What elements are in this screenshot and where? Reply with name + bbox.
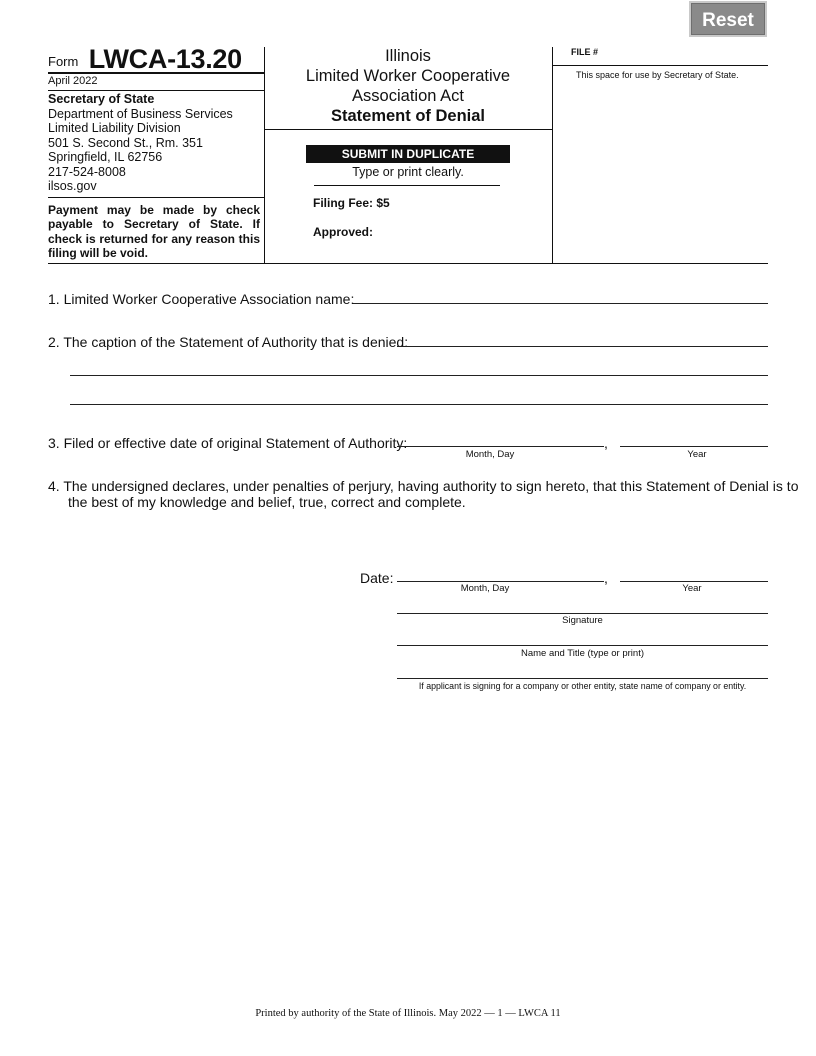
caption-line-2	[70, 375, 768, 376]
item-1-label: 1. Limited Worker Cooperative Association name:	[48, 291, 355, 307]
footer-print-authority: Printed by authority of the State of Illinois. May 2022 — 1 — LWCA 11	[255, 1008, 561, 1019]
reset-button[interactable]: Reset	[689, 1, 767, 37]
address-line: Department of Business Services	[48, 106, 233, 121]
original-year-input[interactable]	[620, 430, 767, 446]
address-line: Springfield, IL 62756	[48, 150, 163, 164]
signature-year-input[interactable]	[620, 565, 767, 581]
type-print-instruction: Type or print clearly.	[352, 165, 464, 179]
form-date: April 2022	[48, 75, 98, 87]
title-line: Association Act	[352, 87, 464, 105]
caption-input-1[interactable]	[397, 330, 767, 346]
payment-note: Payment may be made by check payable to Secretary of State. If check is returned for any reason this filing will be void.	[48, 203, 260, 260]
signature-input[interactable]	[397, 597, 767, 613]
signature-month-day-line	[397, 581, 604, 582]
header-bottom-rule	[48, 263, 768, 264]
original-month-day-input[interactable]	[397, 430, 603, 446]
signature-year-caption: Year	[682, 583, 702, 594]
signature-caption: Signature	[562, 615, 603, 626]
declaration-line-1: 4. The undersigned declares, under penalties of perjury, having authority to sign hereto, that this Statement of Denial is to	[48, 478, 799, 494]
entity-name-line	[397, 678, 768, 679]
instruction-rule	[314, 185, 500, 186]
item-3-label: 3. Filed or effective date of original Statement of Authority:	[48, 435, 408, 451]
year-caption: Year	[687, 449, 707, 460]
original-month-day-line	[397, 446, 604, 447]
filing-fee: Filing Fee: $5	[313, 196, 390, 210]
caption-input-3[interactable]	[70, 388, 767, 404]
declaration-line-2: the best of my knowledge and belief, true, correct and complete.	[68, 494, 466, 510]
signature-date-comma: ,	[604, 570, 608, 586]
signature-year-line	[620, 581, 768, 582]
signature-line	[397, 613, 768, 614]
form-date-rule	[48, 90, 264, 91]
approved-label: Approved:	[313, 225, 373, 239]
address-line: ilsos.gov	[48, 179, 97, 193]
signature-month-day-caption: Month, Day	[460, 583, 510, 594]
file-number-rule	[552, 65, 768, 66]
address-line: 217-524-8008	[48, 164, 126, 179]
header-divider-right	[552, 47, 553, 263]
caption-line-3	[70, 404, 768, 405]
form-prefix: Form	[48, 54, 79, 69]
form-number: LWCA-13.20	[88, 44, 242, 74]
date-comma: ,	[604, 435, 608, 451]
association-name-input[interactable]	[353, 287, 767, 303]
signature-month-day-input[interactable]	[397, 565, 603, 581]
title-line: Limited Worker Cooperative	[305, 67, 511, 85]
entity-name-caption: If applicant is signing for a company or other entity, state name of company or entity.	[418, 681, 747, 691]
association-name-line	[353, 303, 768, 304]
entity-name-input[interactable]	[397, 662, 767, 678]
office-name: Secretary of State	[48, 92, 155, 106]
statement-title: Statement of Denial	[330, 107, 486, 125]
form-id-underline	[48, 72, 264, 74]
caption-input-2[interactable]	[70, 359, 767, 375]
name-title-input[interactable]	[397, 629, 767, 645]
name-title-caption: Name and Title (type or print)	[520, 648, 645, 659]
title-line: Illinois	[385, 47, 431, 65]
address-line: 501 S. Second St., Rm. 351	[48, 135, 203, 150]
item-4-declaration	[48, 478, 799, 510]
month-day-caption: Month, Day	[465, 449, 515, 460]
original-year-line	[620, 446, 768, 447]
caption-line-1	[397, 346, 768, 347]
form-id-block	[48, 44, 264, 75]
address-line: Limited Liability Division	[48, 121, 181, 135]
act-title	[264, 46, 552, 126]
submit-duplicate-banner: SUBMIT IN DUPLICATE	[306, 145, 510, 163]
office-address-block	[48, 92, 264, 194]
sos-use-note: This space for use by Secretary of State.	[576, 70, 739, 80]
title-bottom-rule	[264, 129, 552, 130]
signature-date-label: Date:	[360, 570, 394, 586]
file-number-label: FILE #	[571, 47, 599, 57]
address-bottom-rule	[48, 197, 264, 198]
name-title-line	[397, 645, 768, 646]
item-2-label: 2. The caption of the Statement of Authority that is denied:	[48, 334, 409, 350]
